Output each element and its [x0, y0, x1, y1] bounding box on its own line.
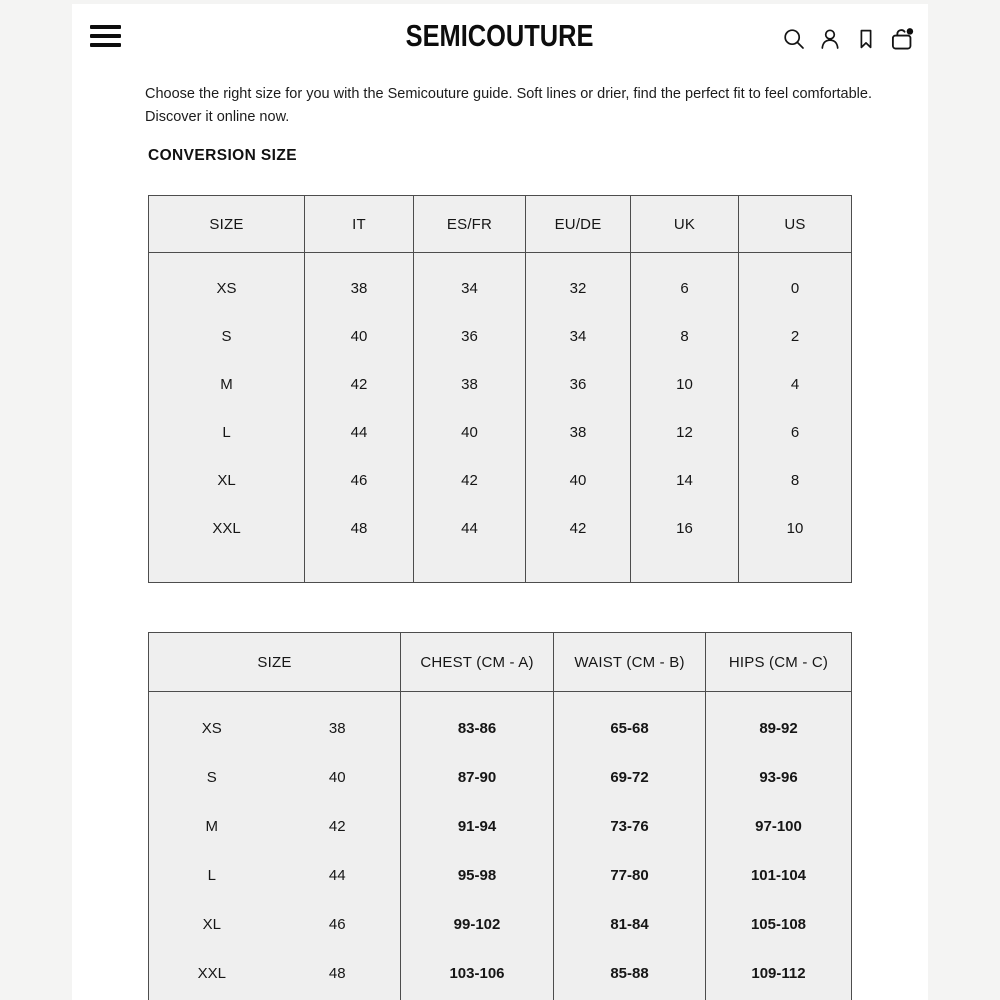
cell-size — [149, 851, 401, 900]
cell-eude: 40 — [526, 457, 631, 505]
cell-waist: 81-84 — [554, 900, 706, 949]
search-button[interactable] — [780, 25, 807, 52]
cell-it: 44 — [305, 409, 414, 457]
cell-it: 46 — [305, 457, 414, 505]
page-content — [72, 4, 928, 1000]
bookmark-icon — [854, 27, 878, 51]
cell-eude: 32 — [526, 253, 631, 313]
shopping-bag-icon — [889, 26, 915, 52]
cell-chest: 87-90 — [401, 753, 554, 802]
size-label: M — [205, 817, 218, 835]
cell-chest: 91-94 — [401, 802, 554, 851]
cell-eude: 34 — [526, 313, 631, 361]
cell-uk: 8 — [631, 313, 739, 361]
cell-waist: 65-68 — [554, 692, 706, 753]
cell-size: S — [221, 328, 232, 345]
cell-waist: 77-80 — [554, 851, 706, 900]
cell-us: 10 — [739, 505, 852, 553]
size-label: XS — [201, 719, 222, 737]
cell-waist: 69-72 — [554, 753, 706, 802]
table-row — [149, 851, 852, 900]
size-it-value: 40 — [328, 768, 346, 786]
size-it-value: 46 — [328, 915, 346, 933]
size-label: S — [206, 768, 217, 786]
cell-hips: 105-108 — [706, 900, 852, 949]
cell-uk: 16 — [631, 505, 739, 553]
cart-badge — [906, 28, 913, 35]
cell-chest: 99-102 — [401, 900, 554, 949]
table-row — [149, 753, 852, 802]
size-it-value: 44 — [328, 866, 346, 884]
cell-eude: 38 — [526, 409, 631, 457]
cell-us: 8 — [739, 457, 852, 505]
brand-logo[interactable]: SEMICOUTURE — [406, 18, 594, 53]
table-row — [149, 692, 852, 753]
account-button[interactable] — [816, 25, 843, 52]
size-label: XL — [202, 915, 221, 933]
body-measurements-table — [148, 632, 852, 1000]
cell-esfr: 38 — [414, 361, 526, 409]
col-header-esfr: ES/FR — [414, 196, 526, 253]
cell-esfr: 40 — [414, 409, 526, 457]
table-row — [149, 253, 852, 313]
cell-uk: 10 — [631, 361, 739, 409]
cell-hips: 101-104 — [706, 851, 852, 900]
cart-button[interactable] — [888, 25, 915, 52]
cell-size: XL — [217, 472, 236, 489]
cell-hips: 89-92 — [706, 692, 852, 753]
cell-size: XS — [216, 280, 237, 298]
cell-hips: 109-112 — [706, 949, 852, 998]
table-row — [149, 802, 852, 851]
col-header-chest: CHEST (CM - A) — [401, 633, 554, 692]
col-header-eude: EU/DE — [526, 196, 631, 253]
cell-waist: 85-88 — [554, 949, 706, 998]
cell-us: 2 — [739, 313, 852, 361]
col-header-size: SIZE — [149, 633, 401, 692]
size-label: L — [207, 866, 216, 884]
table-header-row — [149, 633, 852, 692]
cell-esfr: 34 — [414, 253, 526, 313]
wishlist-button[interactable] — [852, 25, 879, 52]
table-row — [149, 361, 852, 409]
table-row — [149, 313, 852, 361]
size-label: XXL — [197, 964, 226, 982]
col-header-size: SIZE — [149, 196, 305, 253]
col-header-uk: UK — [631, 196, 739, 253]
cell-chest: 95-98 — [401, 851, 554, 900]
col-header-it: IT — [305, 196, 414, 253]
cell-us: 6 — [739, 409, 852, 457]
header-bar — [72, 4, 928, 72]
cell-size — [149, 802, 401, 851]
cell-it: 40 — [305, 313, 414, 361]
cell-waist: 73-76 — [554, 802, 706, 851]
intro-text — [145, 83, 915, 129]
header-icon-group — [780, 25, 915, 52]
table-row — [149, 900, 852, 949]
cell-chest: 83-86 — [401, 692, 554, 753]
cell-us: 4 — [739, 361, 852, 409]
cell-size — [149, 753, 401, 802]
col-header-hips: HIPS (CM - C) — [706, 633, 852, 692]
size-it-value: 42 — [328, 817, 346, 835]
section-title: CONVERSION SIZE — [148, 147, 297, 164]
size-it-value: 38 — [328, 719, 346, 737]
cell-size: M — [220, 376, 233, 393]
cell-size: XXL — [212, 520, 241, 537]
search-icon — [782, 27, 806, 51]
cell-it: 38 — [305, 253, 414, 313]
table-spacer-row — [149, 553, 852, 583]
cell-size — [149, 949, 401, 998]
table-row — [149, 409, 852, 457]
cell-size: L — [222, 424, 231, 441]
cell-chest: 103-106 — [401, 949, 554, 998]
cell-esfr: 36 — [414, 313, 526, 361]
intro-line-1: Choose the right size for you with the Semicouture guide. Soft lines or drier, find the perfect fit to feel comfortable. — [145, 86, 872, 102]
table-row — [149, 505, 852, 553]
cell-eude: 42 — [526, 505, 631, 553]
table-row — [149, 457, 852, 505]
cell-esfr: 42 — [414, 457, 526, 505]
table-header-row — [149, 196, 852, 253]
cell-it: 48 — [305, 505, 414, 553]
table-row — [149, 949, 852, 998]
cell-uk: 12 — [631, 409, 739, 457]
conversion-size-table — [148, 195, 852, 583]
col-header-us: US — [739, 196, 852, 253]
cell-eude: 36 — [526, 361, 631, 409]
cell-hips: 97-100 — [706, 802, 852, 851]
cell-us: 0 — [739, 253, 852, 313]
user-icon — [818, 27, 842, 51]
cell-hips: 93-96 — [706, 753, 852, 802]
cell-esfr: 44 — [414, 505, 526, 553]
cell-size — [149, 900, 401, 949]
cell-it: 42 — [305, 361, 414, 409]
col-header-waist: WAIST (CM - B) — [554, 633, 706, 692]
size-it-value: 48 — [328, 964, 346, 982]
cell-uk: 14 — [631, 457, 739, 505]
cell-uk: 6 — [631, 253, 739, 313]
cell-size — [149, 692, 401, 753]
intro-line-2: Discover it online now. — [145, 109, 290, 125]
